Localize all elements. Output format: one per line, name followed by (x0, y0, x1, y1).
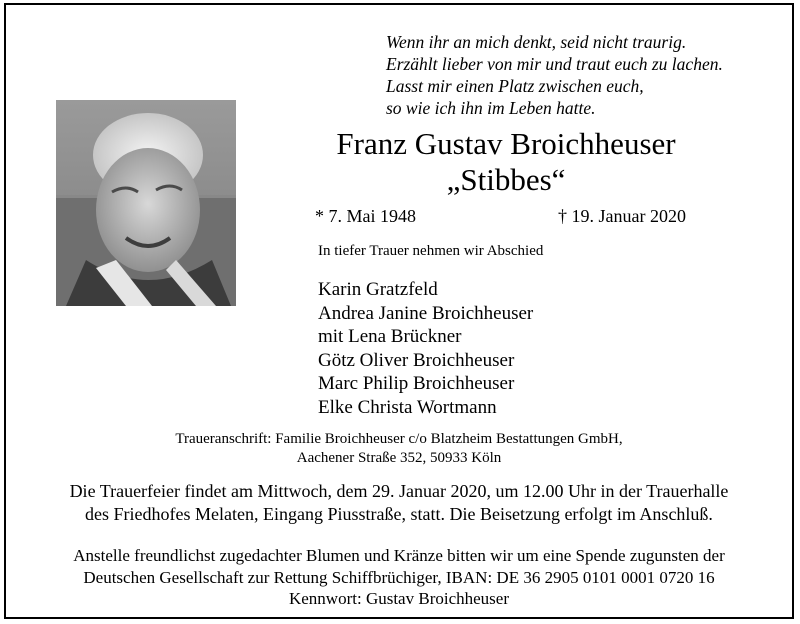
portrait-photo (56, 100, 236, 306)
donation-line: Deutschen Gesellschaft zur Rettung Schiffbrüchiger, IBAN: DE 36 2905 0101 0001 0720 16 (83, 567, 715, 587)
donation-info (6, 545, 792, 610)
mourner-name: Andrea Janine Broichheuser (318, 302, 534, 324)
portrait-image (56, 100, 236, 306)
mourners-list (318, 278, 533, 419)
address-line: Aachener Straße 352, 50933 Köln (296, 450, 502, 466)
funeral-line: des Friedhofes Melaten, Eingang Piusstraße, statt. Die Beisetzung erfolgt im Anschluß. (85, 504, 713, 524)
birth-date: * 7. Mai 1948 (315, 206, 416, 226)
poem-line: Lasst mir einen Platz zwischen euch, (386, 76, 644, 96)
deceased-name: Franz Gustav Broichheuser (336, 126, 676, 161)
poem (386, 31, 786, 119)
mourner-name: Götz Oliver Broichheuser (318, 349, 515, 371)
funeral-line: Die Trauerfeier findet am Mittwoch, dem 29. Januar 2020, um 12.00 Uhr in der Trauerhalle (69, 481, 729, 501)
poem-line: so wie ich ihn im Leben hatte. (386, 98, 596, 118)
donation-line: Anstelle freundlichst zugedachter Blumen und Kränze bitten wir um eine Spende zugunsten der (73, 546, 725, 565)
obituary-notice (4, 3, 794, 619)
address-line: Traueranschrift: Familie Broichheuser c/o Blatzheim Bestattungen GmbH, (175, 431, 623, 447)
donation-line: Kennwort: Gustav Broichheuser (288, 589, 509, 608)
mourner-name: Elke Christa Wortmann (318, 396, 497, 418)
mourning-text: In tiefer Trauer nehmen wir Abschied (318, 243, 544, 259)
deceased-nickname: „Stibbes“ (446, 162, 566, 197)
mourner-name: Karin Gratzfeld (318, 279, 438, 300)
poem-line: Erzählt lieber von mir und traut euch zu lachen. (386, 54, 723, 74)
poem-line: Wenn ihr an mich denkt, seid nicht traurig. (386, 32, 687, 52)
mourner-name: Marc Philip Broichheuser (318, 373, 515, 394)
death-date: † 19. Januar 2020 (558, 206, 686, 226)
funeral-info (6, 480, 792, 526)
mourner-name: mit Lena Brückner (318, 326, 462, 347)
mourning-address (6, 430, 792, 468)
